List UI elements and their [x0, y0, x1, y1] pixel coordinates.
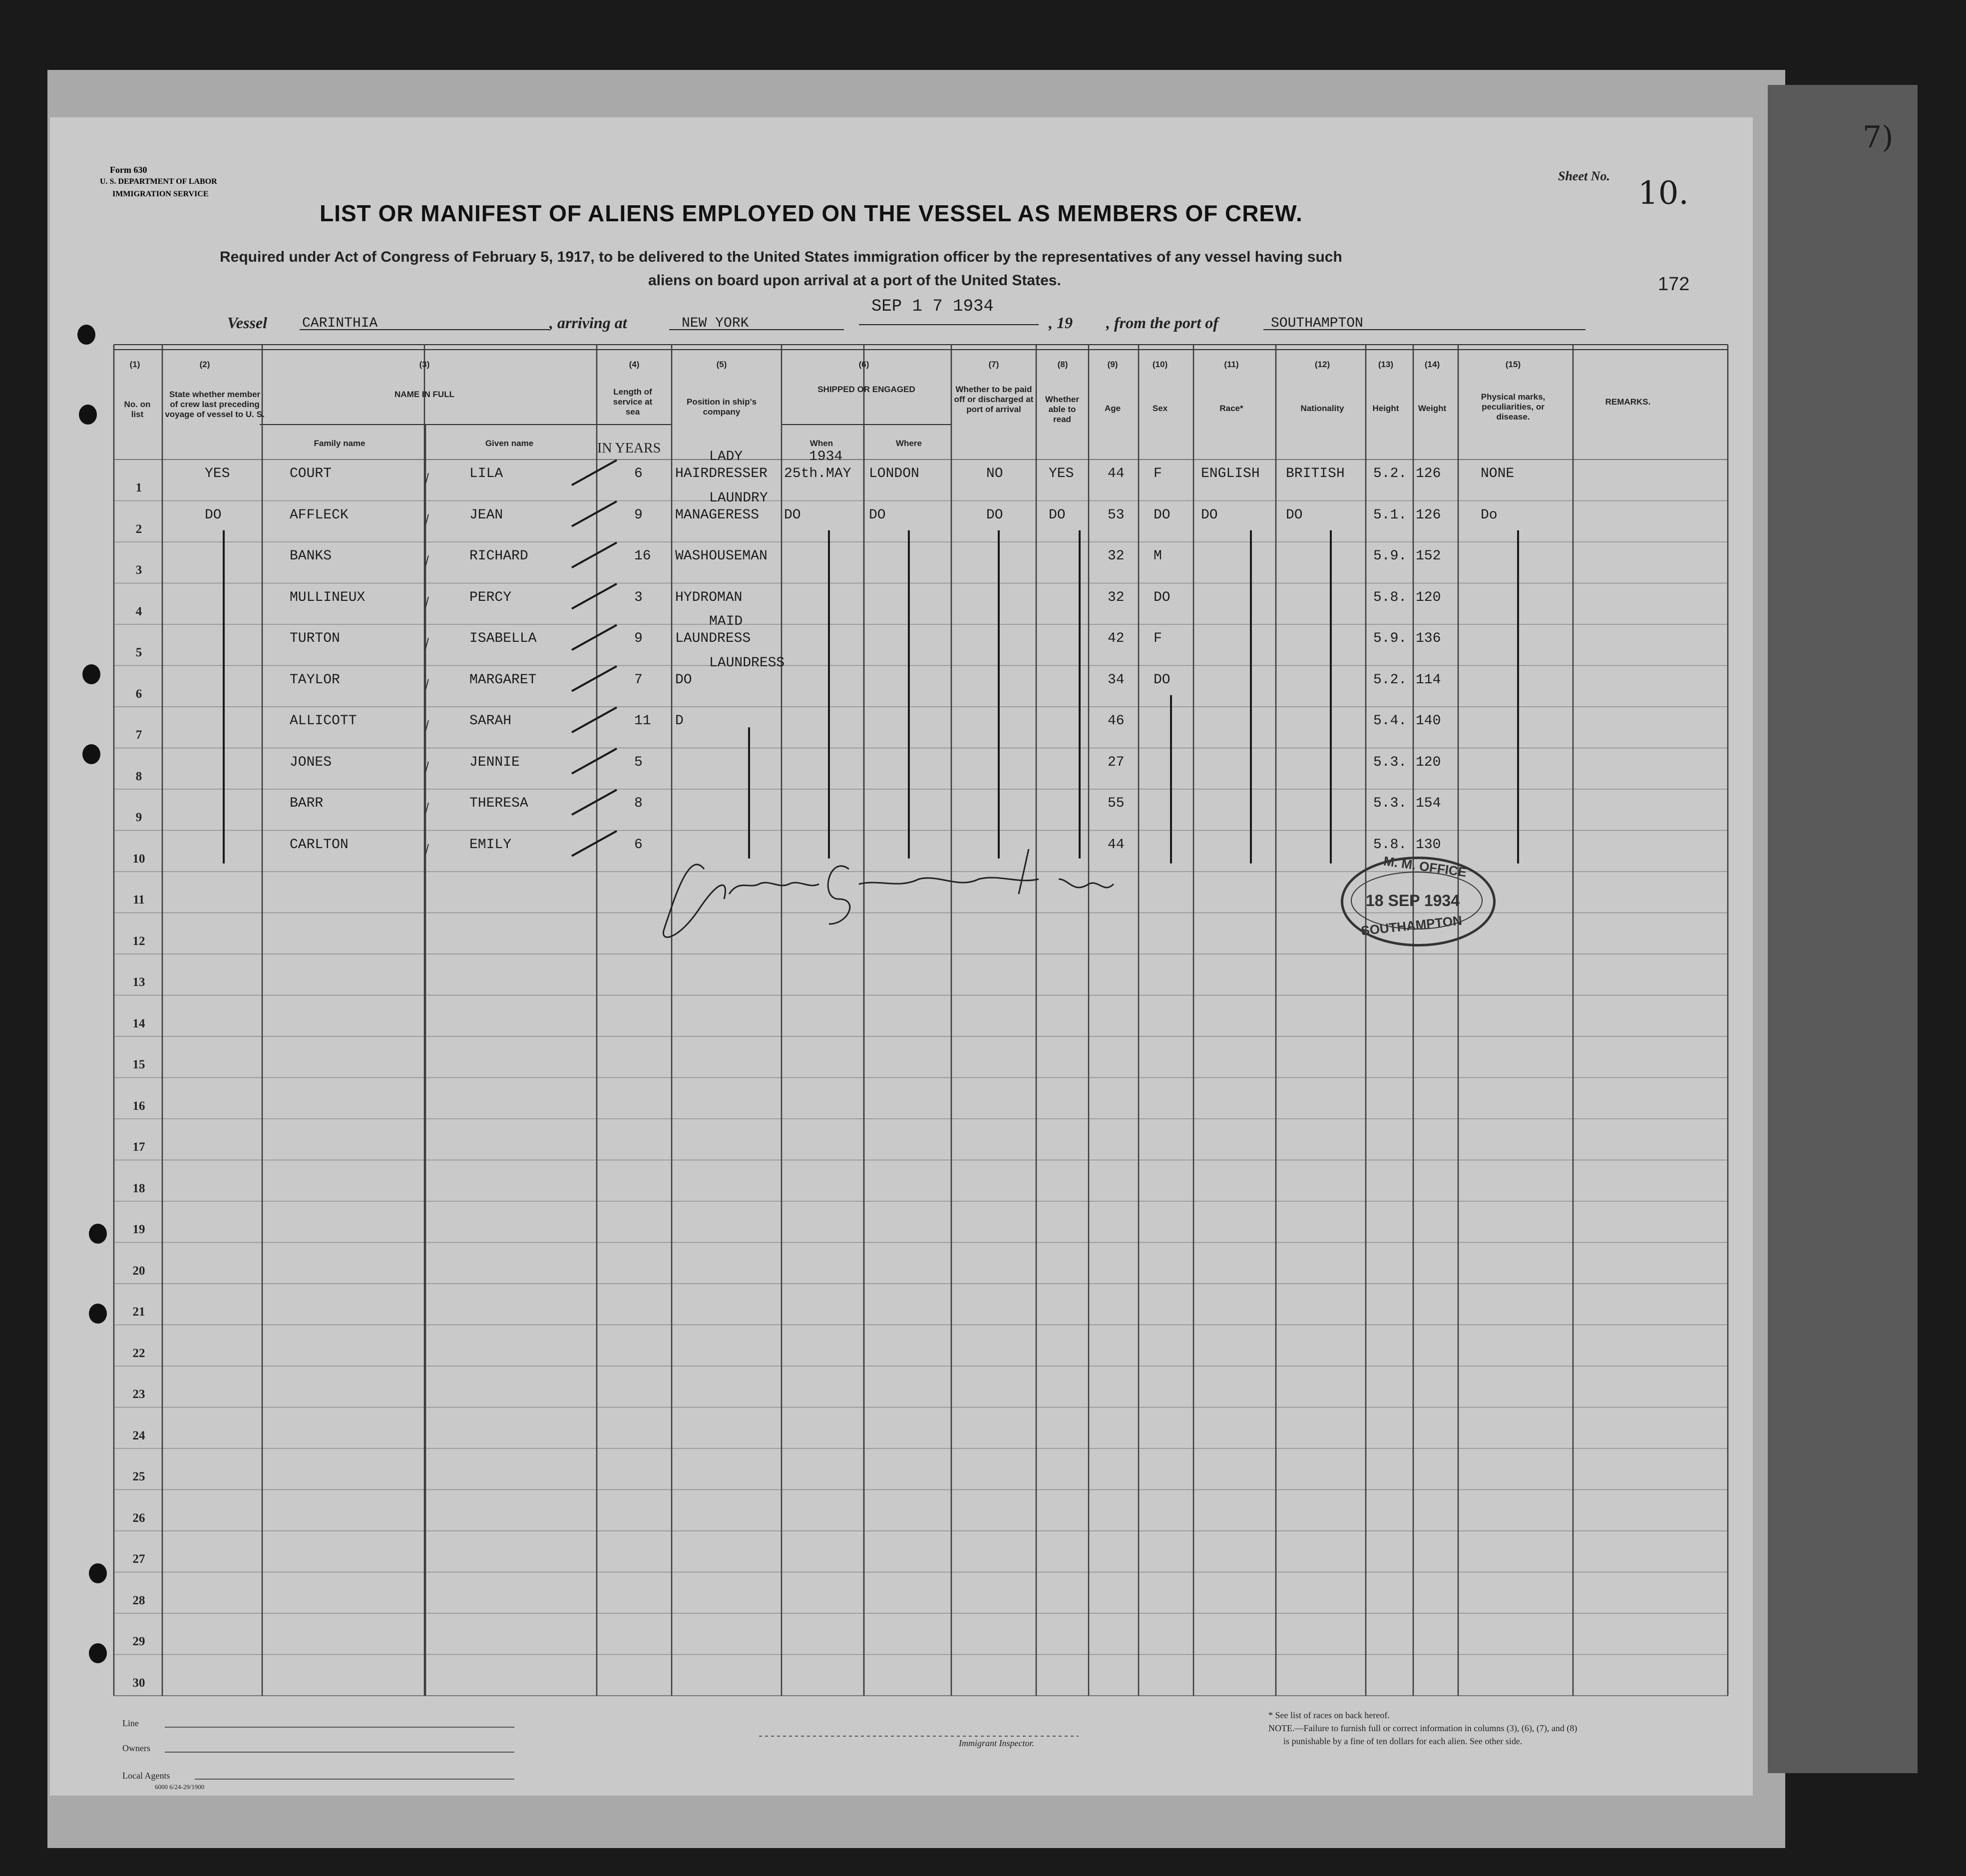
col12-header: Nationality [1300, 404, 1344, 413]
row-number: 7 [135, 728, 142, 742]
position-cell: HYDROMAN [675, 589, 743, 605]
footer-line-label: Line [122, 1718, 139, 1728]
family-name-cell: ALLICOTT [290, 713, 357, 729]
row-number: 10 [132, 852, 145, 866]
col7-number: (7) [988, 360, 999, 369]
service-years-cell: 7 [634, 672, 643, 688]
nationality-cell: BRITISH [1286, 466, 1345, 482]
shipped-when-cell: 25th.MAY [784, 466, 851, 482]
arrival-port: NEW YORK [682, 316, 749, 331]
position-cell: MANAGERESS [675, 507, 760, 523]
weight-cell: 154 [1416, 796, 1441, 812]
height-cell: 5.4. [1373, 713, 1407, 729]
remarks-header: REMARKS. [1605, 397, 1651, 407]
age-cell: 32 [1108, 589, 1125, 605]
race-cell: DO [1201, 507, 1218, 523]
arrival-date-stamp: SEP 1 7 1934 [871, 297, 994, 316]
age-cell: 27 [1108, 754, 1125, 770]
service-years-cell: 6 [634, 837, 643, 853]
col6-header: SHIPPED OR ENGAGED [817, 385, 915, 394]
row-number: 29 [132, 1635, 145, 1649]
col13-header: Height [1372, 404, 1399, 413]
footer-note-penalty-1: NOTE.—Failure to furnish full or correct information in columns (3), (6), (7), and (8) [1268, 1723, 1577, 1733]
able-to-read-cell: DO [1049, 507, 1066, 523]
col11-number: (11) [1224, 360, 1239, 369]
row-number: 18 [132, 1181, 145, 1195]
col2-number: (2) [199, 360, 210, 369]
col14-number: (14) [1424, 360, 1440, 369]
given-name-cell: RICHARD [469, 548, 528, 564]
col6-number: (6) [858, 360, 869, 369]
col4-unit: IN YEARS [597, 441, 661, 456]
col4-header: Length of service at sea [613, 387, 653, 417]
position-cell: LAUNDRESS [675, 631, 751, 647]
col9-number: (9) [1107, 360, 1118, 369]
col11-header: Race* [1219, 404, 1243, 413]
col8-number: (8) [1057, 360, 1068, 369]
age-cell: 42 [1108, 631, 1125, 647]
stamp-date: 18 SEP 1934 [1366, 892, 1460, 910]
weight-cell: 126 [1416, 507, 1441, 523]
page-reference: 172 [1658, 274, 1690, 295]
height-cell: 5.2. [1373, 672, 1407, 688]
service-years-cell: 9 [634, 631, 643, 647]
row-number: 1 [135, 481, 142, 495]
height-cell: 5.9. [1373, 631, 1407, 647]
weight-cell: 120 [1416, 754, 1441, 770]
height-cell: 5.1. [1373, 507, 1407, 523]
height-cell: 5.3. [1373, 754, 1407, 770]
sex-cell: DO [1154, 672, 1171, 688]
age-cell: 44 [1108, 466, 1125, 482]
row-number: 28 [132, 1593, 145, 1607]
col6a-header: When [809, 439, 833, 448]
age-cell: 34 [1108, 672, 1125, 688]
given-name-cell: THERESA [469, 796, 528, 812]
family-name-cell: MULLINEUX [290, 589, 366, 605]
col4-number: (4) [629, 360, 640, 369]
service-years-cell: 8 [634, 796, 643, 812]
service-years-cell: 11 [634, 713, 651, 729]
footer-note-races: * See list of races on back hereof. [1268, 1710, 1390, 1720]
row-number: 20 [132, 1264, 145, 1278]
family-name-cell: BANKS [290, 548, 332, 564]
row-number: 30 [132, 1676, 145, 1690]
shipped-year-cell: 1934 [809, 449, 843, 465]
sex-cell: DO [1154, 589, 1171, 605]
age-cell: 32 [1108, 548, 1125, 564]
row-number: 22 [132, 1346, 145, 1360]
family-name-cell: JONES [290, 754, 332, 770]
row-number: 12 [132, 934, 145, 948]
vessel-name: CARINTHIA [302, 316, 378, 331]
row-number: 25 [132, 1470, 145, 1484]
sex-cell: F [1154, 631, 1162, 647]
year-label: , 19 [1049, 314, 1073, 332]
col1-header: No. on list [124, 400, 151, 419]
stamp-office-text: M. M. OFFICE [1382, 853, 1468, 880]
col9-header: Age [1104, 404, 1121, 413]
corner-mark: 7) [1863, 120, 1894, 155]
row-number: 2 [135, 522, 142, 536]
family-name-cell: CARLTON [290, 837, 349, 853]
service: IMMIGRATION SERVICE [112, 190, 209, 198]
col10-header: Sex [1152, 404, 1168, 413]
given-name-cell: LILA [469, 466, 503, 482]
row-number: 21 [132, 1305, 145, 1319]
col12-number: (12) [1314, 360, 1330, 369]
weight-cell: 114 [1416, 672, 1441, 688]
sex-cell: M [1154, 548, 1162, 564]
row-number: 6 [135, 687, 142, 701]
prev-voyage-cell: DO [205, 507, 222, 523]
given-name-cell: JEAN [469, 507, 503, 523]
from-port-label: , from the port of [1106, 314, 1218, 332]
row-number: 8 [135, 769, 142, 783]
position-cell: WASHOUSEMAN [675, 548, 768, 564]
col3a-header: Family name [314, 439, 366, 448]
height-cell: 5.8. [1373, 589, 1407, 605]
family-name-cell: TAYLOR [290, 672, 340, 688]
row-number: 4 [135, 604, 142, 618]
form-number: Form 630 [110, 165, 147, 175]
service-years-cell: 16 [634, 548, 651, 564]
height-cell: 5.2. [1373, 466, 1407, 482]
able-to-read-cell: YES [1049, 466, 1074, 482]
inspector-label: Immigrant Inspector. [959, 1738, 1034, 1748]
given-name-cell: JENNIE [469, 754, 520, 770]
height-cell: 5.9. [1373, 548, 1407, 564]
col14-header: Weight [1418, 404, 1447, 413]
departure-port: SOUTHAMPTON [1271, 316, 1363, 331]
race-cell: ENGLISH [1201, 466, 1260, 482]
weight-cell: 120 [1416, 589, 1441, 605]
row-number: 17 [132, 1140, 145, 1154]
prev-voyage-cell: YES [205, 466, 230, 482]
row-number: 27 [132, 1552, 145, 1566]
footer-note-penalty-2: is punishable by a fine of ten dollars for each alien. See other side. [1283, 1736, 1523, 1746]
paid-off-cell: DO [986, 507, 1003, 523]
age-cell: 44 [1108, 837, 1125, 853]
arriving-label: , arriving at [549, 314, 627, 332]
position-cell: D [675, 713, 684, 729]
family-name-cell: BARR [290, 796, 324, 812]
col3-header: NAME IN FULL [394, 390, 454, 399]
given-name-cell: EMILY [469, 837, 512, 853]
family-name-cell: AFFLECK [290, 507, 349, 523]
weight-cell: 136 [1416, 631, 1441, 647]
position-prefix-cell: LAUNDRY [709, 490, 768, 506]
physical-marks-cell: NONE [1481, 466, 1515, 482]
row-number: 11 [133, 893, 145, 907]
shipped-when-cell: DO [784, 507, 801, 523]
col1-number: (1) [129, 360, 140, 369]
col5-header: Position in ship's company [686, 397, 757, 417]
col8-header: Whether able to read [1045, 395, 1079, 424]
subtitle-line-1: Required under Act of Congress of February 5, 1917, to be delivered to the United States immigration officer by the representatives of any vessel having such [220, 249, 1342, 265]
col2-header: State whether member of crew last preceding voyage of vessel to U. S. [165, 390, 265, 419]
weight-cell: 140 [1416, 713, 1441, 729]
department: U. S. DEPARTMENT OF LABOR [100, 177, 217, 186]
row-number: 19 [132, 1223, 145, 1237]
position-prefix-cell: MAID [709, 614, 743, 630]
sex-cell: F [1154, 466, 1162, 482]
footer-agents-label: Local Agents [122, 1771, 170, 1781]
footer-print-code: 6000 6/24-29/1900 [155, 1783, 205, 1791]
position-cell: DO [675, 672, 692, 688]
subtitle-line-2: aliens on board upon arrival at a port of the United States. [648, 272, 1061, 289]
paid-off-cell: NO [986, 466, 1003, 482]
position-prefix-cell: LAUNDRESS [709, 655, 785, 671]
sheet-label: Sheet No. [1558, 169, 1610, 183]
col15-number: (15) [1505, 360, 1521, 369]
col13-number: (13) [1378, 360, 1394, 369]
col5-number: (5) [716, 360, 727, 369]
given-name-cell: SARAH [469, 713, 512, 729]
given-name-cell: PERCY [469, 589, 512, 605]
service-years-cell: 5 [634, 754, 643, 770]
family-name-cell: TURTON [290, 631, 340, 647]
nationality-cell: DO [1286, 507, 1303, 523]
row-number: 15 [132, 1058, 145, 1072]
given-name-cell: MARGARET [469, 672, 537, 688]
service-years-cell: 6 [634, 466, 643, 482]
age-cell: 55 [1108, 796, 1125, 812]
col15-header: Physical marks, peculiarities, or disease. [1481, 392, 1546, 422]
height-cell: 5.8. [1373, 837, 1407, 853]
col6b-header: Where [896, 439, 922, 448]
row-number: 9 [135, 811, 142, 825]
physical-marks-cell: Do [1481, 507, 1498, 523]
row-number: 24 [132, 1428, 145, 1442]
row-number: 14 [132, 1016, 145, 1030]
position-prefix-cell: LADY [709, 449, 743, 465]
service-years-cell: 3 [634, 589, 643, 605]
row-number: 5 [135, 646, 142, 660]
weight-cell: 130 [1416, 837, 1441, 853]
age-cell: 46 [1108, 713, 1125, 729]
height-cell: 5.3. [1373, 796, 1407, 812]
row-number: 13 [132, 975, 145, 989]
footer-owners-label: Owners [122, 1743, 150, 1753]
weight-cell: 152 [1416, 548, 1441, 564]
stamp-port-text: SOUTHAMPTON [1360, 913, 1463, 938]
vessel-label: Vessel [227, 314, 267, 332]
position-cell: HAIRDRESSER [675, 466, 768, 482]
row-number: 26 [132, 1511, 145, 1525]
weight-cell: 126 [1416, 466, 1441, 482]
family-name-cell: COURT [290, 466, 332, 482]
service-years-cell: 9 [634, 507, 643, 523]
row-number: 23 [132, 1388, 145, 1402]
col3-number: (3) [419, 360, 430, 369]
col3b-header: Given name [485, 439, 534, 448]
col10-number: (10) [1152, 360, 1168, 369]
age-cell: 53 [1108, 507, 1125, 523]
sheet-number: 10. [1638, 175, 1689, 212]
col7-header: Whether to be paid off or discharged at port of arrival [954, 385, 1034, 414]
shipped-where-cell: DO [869, 507, 886, 523]
row-number: 3 [135, 563, 142, 577]
given-name-cell: ISABELLA [469, 631, 537, 647]
row-number: 16 [132, 1099, 145, 1113]
sex-cell: DO [1154, 507, 1171, 523]
shipped-where-cell: LONDON [869, 466, 919, 482]
manifest-title: LIST OR MANIFEST OF ALIENS EMPLOYED ON THE VESSEL AS MEMBERS OF CREW. [320, 200, 1303, 226]
